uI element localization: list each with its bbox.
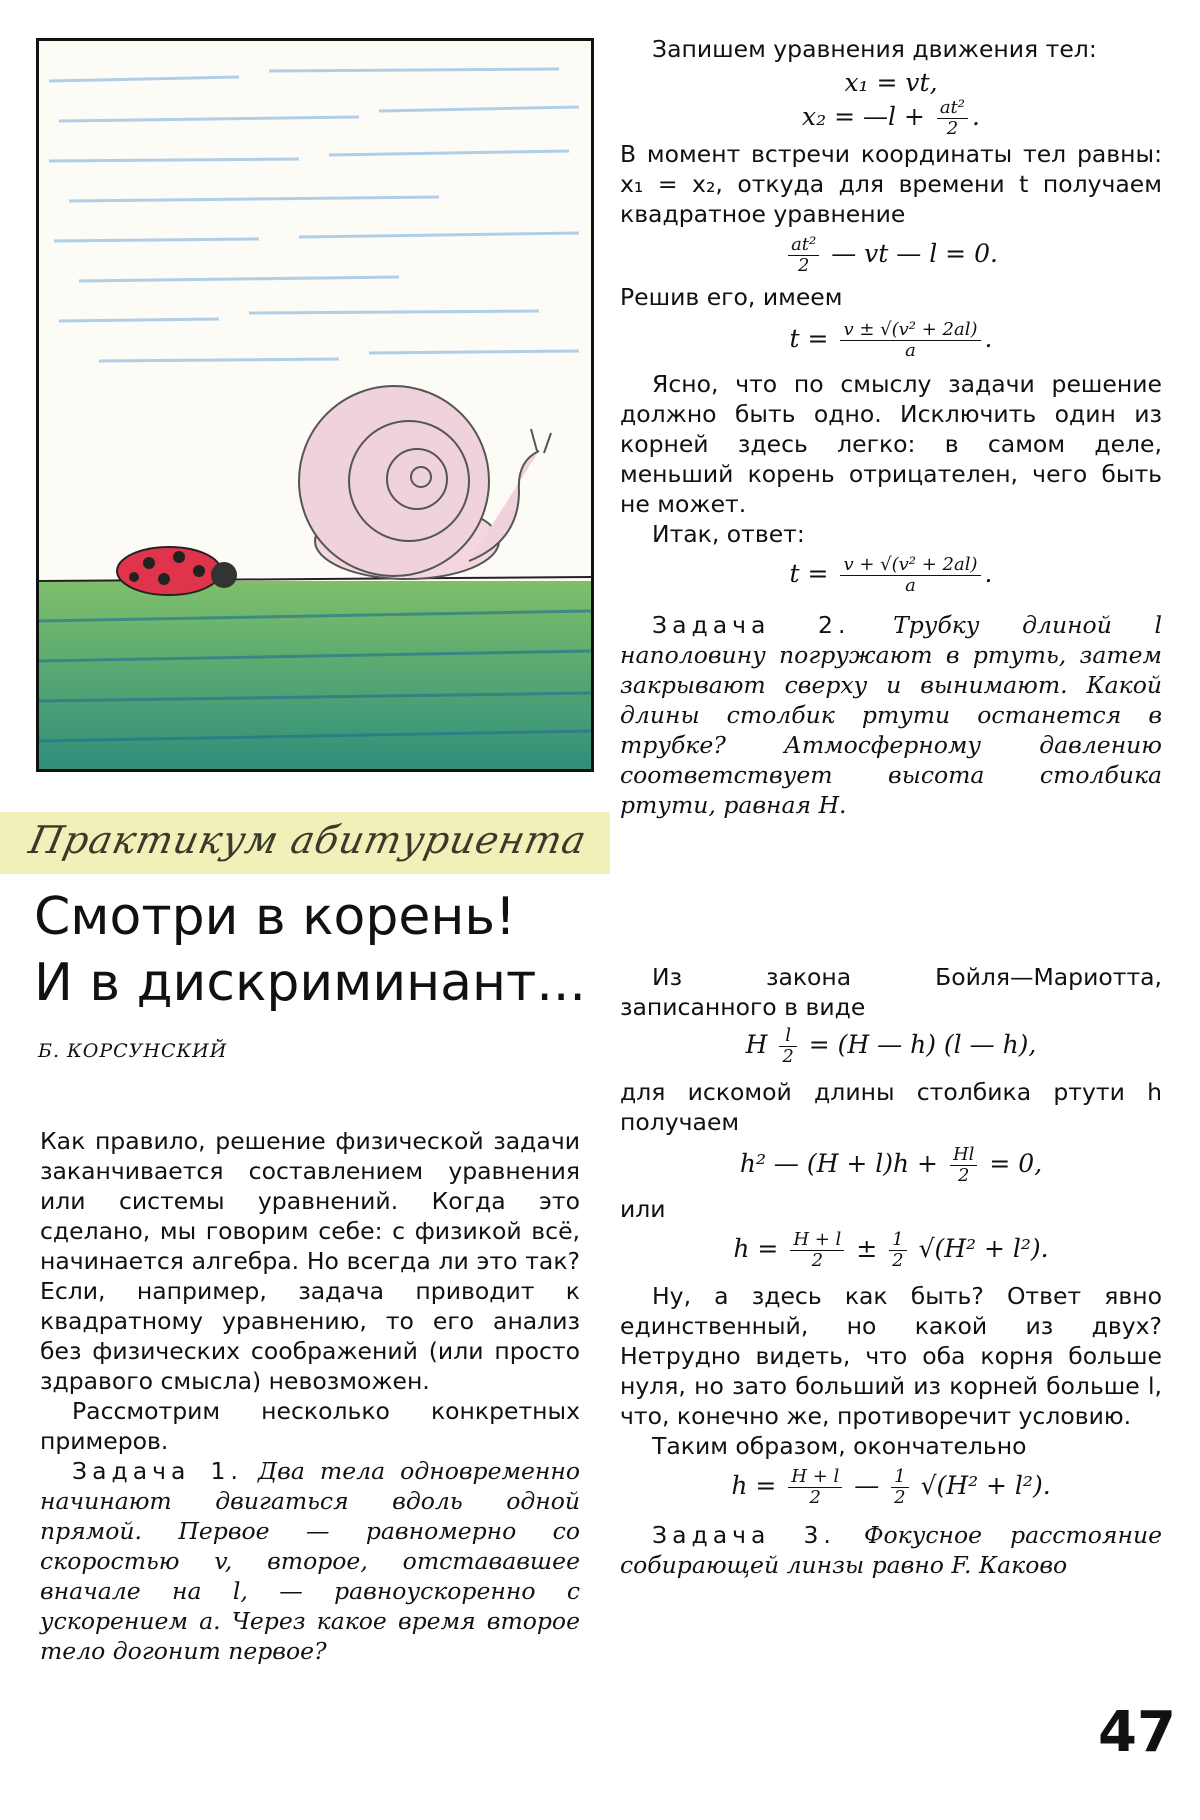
sky-strokes (49, 69, 579, 361)
article-title (34, 884, 586, 1016)
right-column-bottom (620, 962, 1162, 1580)
paragraph-boyle: Из закона Бойля—Мариотта, записанного в виде (620, 963, 1162, 1021)
task-1-label: Задача 1. (72, 1457, 243, 1485)
paragraph-equations-intro: Запишем уравнения движения тел: (652, 35, 1097, 63)
equation-boyle (620, 1026, 1162, 1067)
eq4-numerator: v ± √(v² + 2al) (840, 320, 980, 341)
snail-drawing (299, 386, 551, 579)
eq9-denominator: 2 (809, 1487, 821, 1508)
task-3-label: Задача 3. (652, 1521, 836, 1549)
eq7-numerator: Hl (950, 1145, 977, 1166)
eq3-denominator: 2 (797, 255, 810, 276)
paragraph-meeting: В момент встречи координаты тел равны: x₁ = x₂, откуда для времени t получаем квадратное уравнение (620, 140, 1162, 228)
eq8-pm: ± (856, 1234, 878, 1263)
right-column-top (620, 34, 1162, 820)
task-2-text: Трубку длиной l наполовину погружают в ртуть, затем закрывают сверху и вынимают. Какой длины столбик ртути останется в трубке? Атмосферному давлению соответствует высота столбика ртути, равная H. (620, 611, 1162, 819)
eq8-root: √(H² + l²). (918, 1234, 1049, 1263)
eq7-right: = 0, (989, 1149, 1043, 1178)
title-line-1: Смотри в корень! (34, 887, 516, 947)
left-column (40, 1126, 580, 1666)
eq8-denominator: 2 (811, 1250, 824, 1271)
equation-roots: t = $\frac{\text{v ± √(v² + 2al)}}{a}$ . (789, 319, 993, 361)
eq7-left: h² — (H + l)h + (739, 1149, 939, 1178)
eq9-numerator: H + l (788, 1467, 842, 1488)
equation-h-quadratic (620, 1145, 1162, 1186)
page-number: 47 (1098, 1700, 1176, 1765)
eq2-denominator: 2 (946, 118, 959, 139)
eq6-numerator: l (779, 1026, 796, 1047)
eq9-left: h = (731, 1471, 777, 1500)
eq4-denominator: a (905, 340, 916, 361)
author: Б. КОРСУНСКИЙ (38, 1040, 228, 1062)
paragraph-clear: Ясно, что по смыслу задачи решение должно быть одно. Исключить один из корней здесь легко: в самом деле, меньший корень отрицателен, чего быть не может. (620, 370, 1162, 518)
paragraph-or: или (620, 1195, 666, 1223)
eq8-numerator-2: 1 (889, 1230, 906, 1251)
eq6-right: = (H — h) (l — h), (808, 1030, 1037, 1059)
eq9-minus: — (854, 1471, 880, 1500)
task-3 (620, 1520, 1162, 1580)
eq8-left: h = (733, 1234, 779, 1263)
paragraph-final: Таким образом, окончательно (652, 1432, 1027, 1460)
task-3-text: Фокусное расстояние собирающей линзы равно F. Каково (620, 1521, 1162, 1579)
task-1 (40, 1456, 580, 1666)
eq9-root: √(H² + l²). (920, 1471, 1051, 1500)
equation-h-roots (620, 1230, 1162, 1271)
rubric-label: Практикум абитуриента (25, 818, 591, 862)
eq2-numerator: at² (937, 98, 968, 119)
paragraph-for-h: для искомой длины столбика ртути h получаем (620, 1078, 1162, 1136)
eq5-numerator: v + √(v² + 2al) (840, 555, 980, 576)
eq8-denominator-2: 2 (892, 1250, 904, 1271)
equation-x1: x₁ = vt, (844, 68, 938, 97)
eq3-rest: — vt — l = 0. (831, 239, 998, 268)
equation-h-final (620, 1467, 1162, 1508)
eq2-left: x₂ = —l + (802, 102, 925, 131)
paragraph-intro: Как правило, решение физической задачи заканчивается составлением уравнения или системы уравнений. Когда это сделано, мы говорим себе: с физикой всё, начинается алгебра. Но всегда ли это так? Если, например, задача приводит к квадратному уравнению, то его анализ без физических соображений (или просто здравого смысла) невозможен. (40, 1127, 580, 1395)
illustration-snail-ladybug (36, 38, 594, 772)
task-1-text: Два тела одновременно начинают двигаться вдоль одной прямой. Первое — равномерно со скоростью v, второе, отстававшее вначале на l, — равноускоренно с ускорением a. Через какое время второе тело догонит первое? (40, 1457, 580, 1665)
eq9-denominator-2: 2 (894, 1487, 906, 1508)
eq9-numerator-2: 1 (891, 1467, 908, 1488)
eq7-denominator: 2 (957, 1165, 970, 1186)
paragraph-solve: Решив его, имеем (620, 283, 843, 311)
paragraph-how: Ну, а здесь как быть? Ответ явно единственный, но какой из двух? Нетрудно видеть, что оба корня больше нуля, но зато больший из корней больше l, что, конечно же, противоречит условию. (620, 1282, 1162, 1430)
title-line-2: И в дискриминант... (34, 953, 586, 1013)
task-2-label: Задача 2. (652, 611, 851, 639)
paragraph-examples: Рассмотрим несколько конкретных примеров. (40, 1397, 580, 1455)
eq4-left: t = (789, 324, 829, 353)
equation-x2: x₂ = —l + $\frac{\text{at²}}{2}$ . (802, 97, 980, 139)
eq5-left: t = (789, 559, 829, 588)
equation-quadratic (620, 235, 1162, 276)
eq5-denominator: a (905, 575, 916, 596)
paragraph-answer: Итак, ответ: (652, 520, 805, 548)
task-2 (620, 610, 1162, 820)
equation-answer: t = $\frac{\text{v + √(v² + 2al)}}{a}$ . (789, 554, 993, 596)
eq3-numerator: at² (788, 235, 819, 256)
eq8-numerator: H + l (790, 1230, 844, 1251)
eq6-denominator: 2 (782, 1046, 794, 1067)
eq6-left: H (745, 1030, 768, 1059)
